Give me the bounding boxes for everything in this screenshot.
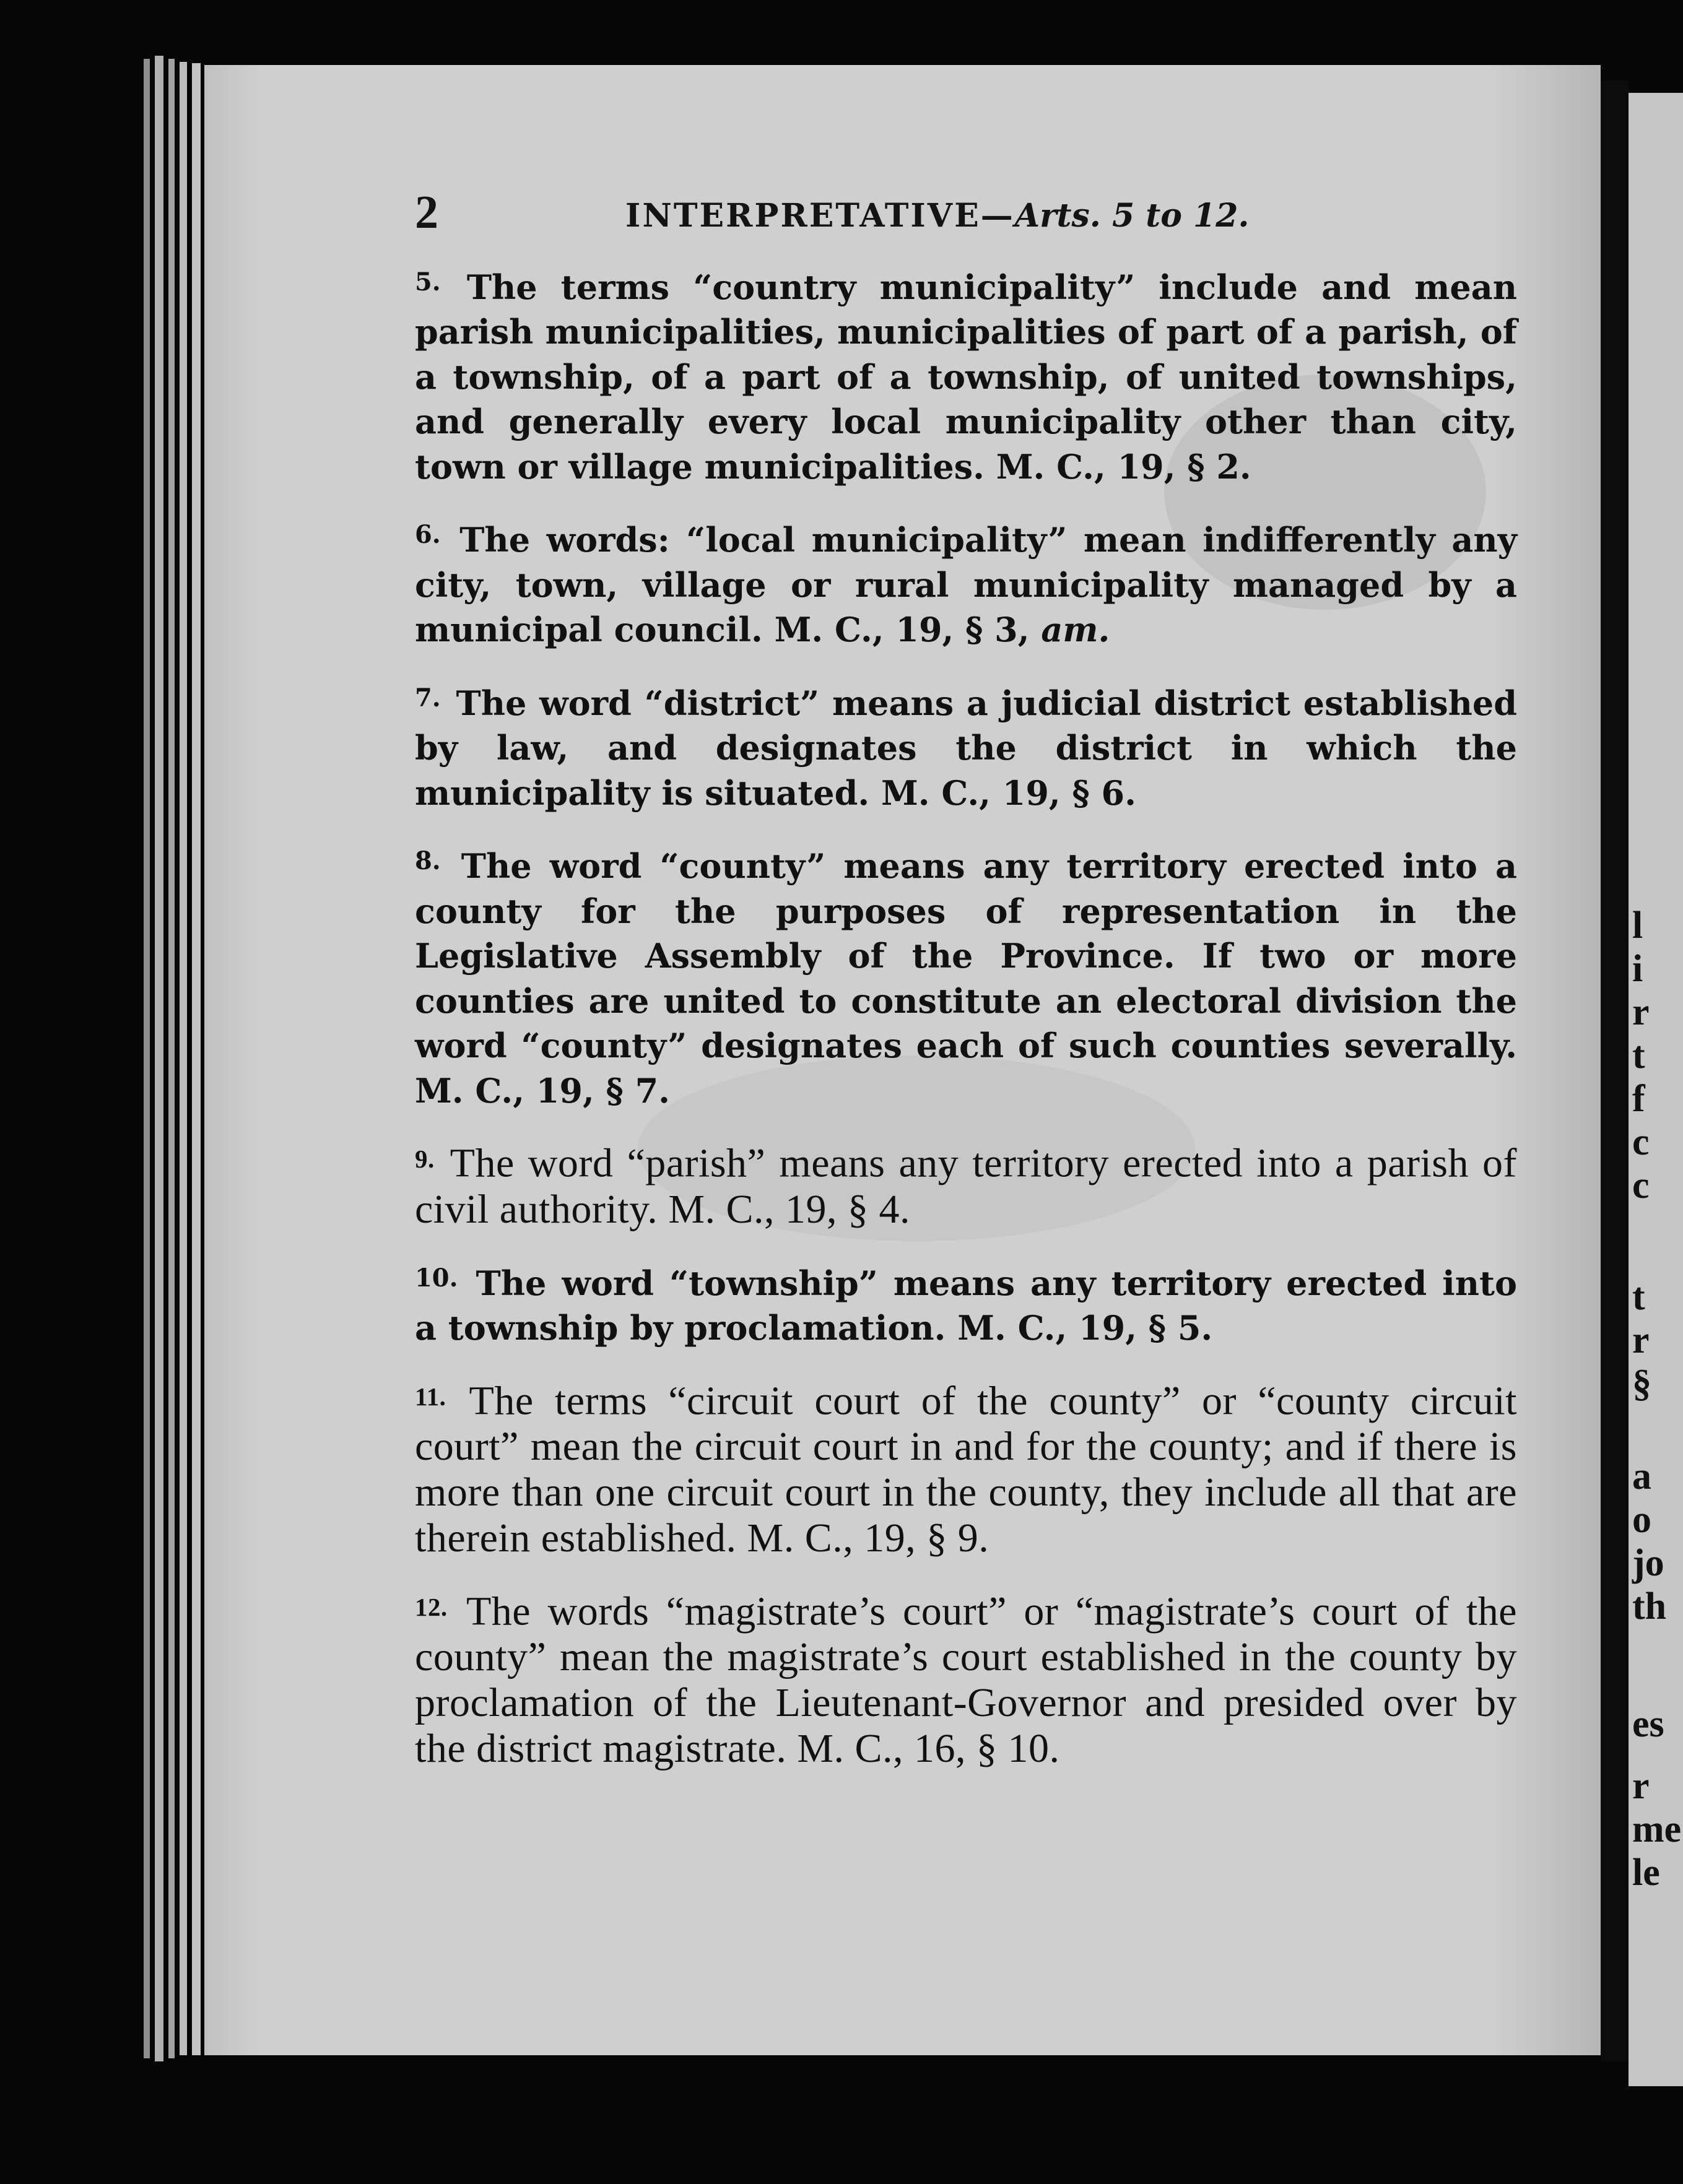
- article-number: 12.: [415, 1593, 448, 1622]
- article-text: The word “county” means any territory erected into a county for the purposes of representation in the Legislative Assembly of the Province. If two or more counties are united to constitute an electoral division the word “county” designates each of such counties severally.: [415, 846, 1517, 1066]
- article-12: [415, 1585, 1517, 1772]
- article-list: [415, 260, 1517, 1795]
- facing-fragment: jo: [1632, 1542, 1664, 1584]
- page-edge: [155, 56, 163, 2061]
- article-5: [415, 260, 1517, 489]
- article-10: [415, 1256, 1517, 1351]
- article-citation: M. C., 19, § 9.: [747, 1515, 989, 1561]
- article-citation: M. C., 19, § 5.: [957, 1308, 1213, 1348]
- article-citation: M. C., 19, § 4.: [668, 1186, 911, 1232]
- facing-fragment: t: [1632, 1276, 1645, 1318]
- article-text: The words “magistrate’s court” or “magistrate’s court of the county” mean the magistrate’s court established in the county by proclamation of the Lieutenant-Governor and presided over by the district magistrate.: [415, 1588, 1518, 1772]
- article-text: The word “township” means any territory erected into a township by proclamation.: [415, 1263, 1517, 1348]
- article-6: [415, 513, 1517, 652]
- page-edge: [192, 63, 201, 2055]
- facing-fragment: r: [1632, 991, 1650, 1033]
- article-11: [415, 1374, 1517, 1561]
- book-gutter: [1601, 80, 1629, 2061]
- article-8: [415, 839, 1517, 1113]
- article-range: Arts. 5 to 12.: [1014, 197, 1250, 235]
- article-number: 5.: [415, 267, 441, 297]
- page-edge: [144, 59, 150, 2058]
- page-number: 2: [415, 186, 438, 238]
- facing-fragment: o: [1632, 1499, 1651, 1541]
- article-number: 11.: [415, 1382, 446, 1411]
- facing-fragment: me: [1632, 1808, 1682, 1850]
- facing-fragment: r: [1632, 1765, 1650, 1807]
- facing-page-edge: [1629, 93, 1683, 2086]
- article-9: [415, 1137, 1517, 1232]
- article-citation: M. C., 16, § 10.: [797, 1726, 1060, 1772]
- article-citation: M. C., 19, § 7.: [415, 1070, 670, 1111]
- page-header-title: [625, 197, 1250, 235]
- amendment-note: am.: [1041, 610, 1110, 650]
- facing-fragment: c: [1632, 1164, 1650, 1207]
- facing-fragment: c: [1632, 1121, 1650, 1163]
- article-citation: M. C., 19, § 2.: [996, 446, 1251, 487]
- article-text: The terms “circuit court of the county” or “county circuit court” mean the circuit court in and for the county; and if there is more than one circuit court in the county, they include all that are therein established.: [415, 1378, 1517, 1561]
- article-number: 9.: [415, 1145, 435, 1174]
- article-citation: M. C., 19, § 3,: [774, 610, 1030, 650]
- section-title: INTERPRETATIVE—: [625, 197, 1015, 235]
- page-edge: [180, 62, 187, 2055]
- article-number: 7.: [415, 683, 441, 713]
- article-text: The words: “local municipality” mean indifferently any city, town, village or rural municipality managed by a municipal council.: [415, 520, 1517, 650]
- facing-fragment: t: [1632, 1034, 1645, 1077]
- facing-fragment: th: [1632, 1585, 1667, 1627]
- article-text: The terms “country municipality” include and mean parish municipalities, municipalities of part of a parish, of a township, of a part of a township, of united townships, and generally every local municipality other than city, town or village municipalities.: [415, 267, 1517, 487]
- page-edge: [168, 59, 175, 2058]
- article-citation: M. C., 19, § 6.: [881, 773, 1136, 813]
- facing-fragment: §: [1632, 1363, 1651, 1405]
- running-head: [415, 186, 1319, 254]
- facing-fragment: es: [1632, 1703, 1664, 1745]
- facing-fragment: i: [1632, 948, 1643, 990]
- facing-fragment: le: [1632, 1852, 1660, 1894]
- article-number: 8.: [415, 846, 441, 876]
- article-number: 6.: [415, 520, 441, 550]
- facing-fragment: a: [1632, 1455, 1651, 1497]
- article-text: The word “district” means a judicial district established by law, and designates the district in which the municipality is situated.: [415, 683, 1517, 813]
- article-7: [415, 676, 1517, 815]
- article-number: 10.: [415, 1263, 458, 1293]
- facing-fragment: f: [1632, 1078, 1645, 1120]
- facing-fragment: l: [1632, 904, 1643, 947]
- facing-fragment: r: [1632, 1319, 1650, 1361]
- article-text: The word “parish” means any territory erected into a parish of civil authority.: [415, 1140, 1518, 1232]
